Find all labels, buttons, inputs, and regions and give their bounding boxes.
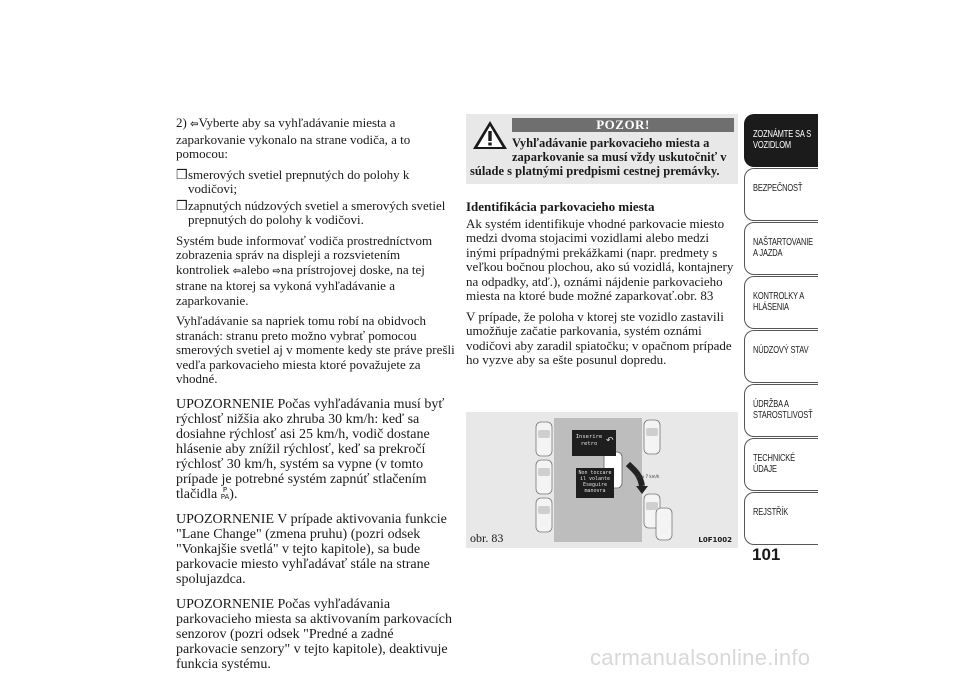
left-column xyxy=(176,116,456,678)
list-item: ❒smerových svetiel prepnutých do polohy k vodičovi; xyxy=(176,166,410,196)
note-sensors: UPOZORNENIE Počas vyhľadávania parkovacieho miesta sa aktivovaním parkovacích senzorov (pozri odsek "Predné a zadné parkovacie senzory" v tejto kapitole), deaktivuje funkcia systému. xyxy=(176,596,453,672)
position-paragraph: V prípade, že poloha v ktorej ste vozidlo zastavili umožňuje začatie parkovania, systém oznámi vodičovi aby zaradil spiatočku; v opačnom prípade ho vyzve aby sa ešte posunul dopredu. xyxy=(466,308,732,367)
warning-text: Vyhľadávanie parkovacieho miesta a zaparkovanie sa musí vždy uskutočniť v súlade s platnými predpismi cestnej premávky. xyxy=(470,136,727,178)
tab-warnings[interactable]: KONTROLKY A HLÁSENIA xyxy=(744,276,818,329)
park-assist-icon: P PA xyxy=(220,486,230,502)
system-paragraph: Systém bude informovať vodiča prostredníctvom zobrazenia správ na displeji a rozsvietením kontroliek ⇦alebo ⇨na prístrojovej doske, na tej strane na ktorej sa vykoná vyhľadávanie a zaparkovanie. xyxy=(176,232,433,308)
tab-emergency[interactable]: NÚDZOVÝ STAV xyxy=(744,330,818,383)
tab-technical[interactable]: TECHNICKÉ ÚDAJE xyxy=(744,438,818,491)
step-2: 2) ⇦Vyberte aby sa vyhľadávanie miesta a zaparkovanie vykonalo na strane vodiča, a to pomocou: xyxy=(176,115,411,161)
display-message-2: Non toccare il volante Eseguire manovra xyxy=(578,470,612,494)
section-heading: Identifikácia parkovacieho miesta xyxy=(466,199,655,214)
turn-left-icon: ⇦ xyxy=(190,119,199,130)
list-item: ❒zapnutých núdzových svetiel a smerových svetiel prepnutých do polohy k vodičovi. xyxy=(176,197,446,227)
warning-title: POZOR! xyxy=(512,118,734,132)
search-paragraph: Vyhľadávanie sa napriek tomu robí na obidvoch stranách: stranu preto možno vybrať pomocou smerových svetiel aj v momente kedy ste práve prešli vedľa parkovacieho miesta ktoré považujete za vhodné. xyxy=(176,313,455,386)
figure-code: L0F1002 xyxy=(698,536,732,544)
turn-left-icon: ⇦ xyxy=(232,265,242,277)
tab-safety[interactable]: BEZPEČNOSŤ xyxy=(744,168,818,221)
right-column xyxy=(466,200,738,374)
note-speed: UPOZORNENIE Počas vyhľadávania musí byť rýchlosť nižšia ako zhruba 30 km/h: keď sa dosiahne rýchlosť asi 25 km/h, vodič dostane hlásenie aby znížil rýchlosť, keď sa prekročí rýchlosť 30 km/h, systém sa vypne (v tomto prípade je potrebné systém zapnúť stlačením tlačidla P PA). xyxy=(176,396,445,502)
display-message-1: Inserire retro xyxy=(575,434,603,447)
turn-right-icon: ⇨ xyxy=(272,265,281,277)
tab-index[interactable]: REJSTŘÍK xyxy=(744,492,818,545)
page-number: 101 xyxy=(752,545,781,564)
figure-83 xyxy=(466,412,738,548)
figure-caption: obr. 83 xyxy=(470,531,504,545)
chapter-tabs xyxy=(744,114,818,546)
tab-vehicle[interactable]: ZOZNÁMTE SA S VOZIDLOM xyxy=(744,114,818,167)
tab-starting-driving[interactable]: NAŠTARTOVANIE A JAZDA xyxy=(744,222,818,275)
watermark: carmanualsonline.info xyxy=(590,645,811,670)
identification-paragraph: Ak systém identifikuje vhodné parkovacie miesto medzi dvoma stojacimi vozidlami alebo medzi inými prípadnými prekážkami (napr. predmety s veľkou bočnou plochou, ako sú vozidlá, kontajnery na odpadky, atď.), oznámi nájdenie parkovacieho miesta na ktoré bude možné zaparkovať.obr. 83 xyxy=(466,215,734,303)
warning-box xyxy=(466,114,738,184)
tab-maintenance[interactable]: ÚDRŽBA A STAROSTLIVOSŤ xyxy=(744,384,818,437)
speed-label: Max 7 km/h xyxy=(636,474,660,479)
reverse-gear-icon: ↶ xyxy=(606,436,614,446)
note-lane-change: UPOZORNENIE V prípade aktivovania funkcie "Lane Change" (zmena pruhu) (pozri odsek "Vonkajšie svetlá" v tejto kapitole), sa bude parkovacie miesto vyhľadávať stále na strane spolujazdca. xyxy=(176,511,447,587)
